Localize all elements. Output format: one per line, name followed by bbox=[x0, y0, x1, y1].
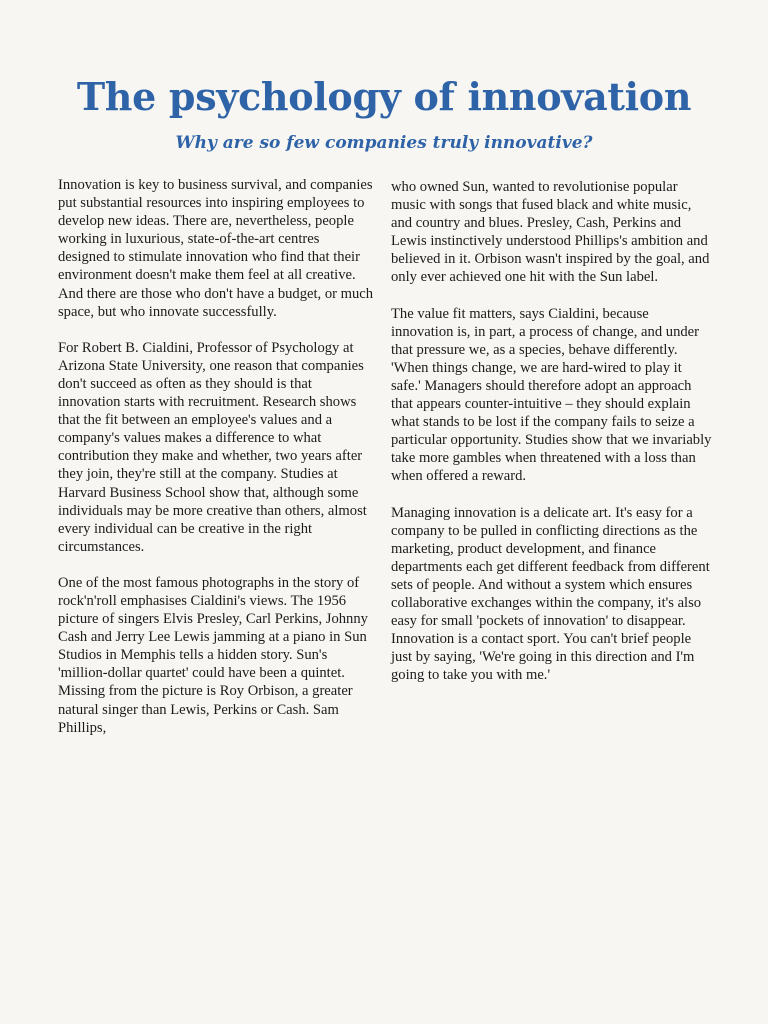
right-column bbox=[391, 176, 713, 702]
paragraph: Managing innovation is a delicate art. It's easy for a company to be pulled in conflicting directions as the marketing, product development, and finance departments each get different feedback from different sets of people. And without a system which ensures collaborative exchanges within the company, it's also easy for small 'pockets of innovation' to disappear. Innovation is a contact sport. You can't brief people just by saying, 'We're going in this direction and I'm going to take you with me.' bbox=[391, 504, 710, 684]
left-column bbox=[58, 176, 374, 755]
paragraph: who owned Sun, wanted to revolutionise popular music with songs that fused black and white music, and country and blues. Presley, Cash, Perkins and Lewis instinctively understood Phillips's ambition and believed in it. Orbison wasn't inspired by the goal, and only ever achieved one hit with the Sun label. bbox=[391, 179, 710, 286]
paragraph: One of the most famous photographs in the story of rock'n'roll emphasises Cialdini's views. The 1956 picture of singers Elvis Presley, Carl Perkins, Johnny Cash and Jerry Lee Lewis jamming at a piano in Sun Studios in Memphis tells a hidden story. Sun's 'million-dollar quartet' could have been a quintet. Missing from the picture is Roy Orbison, a greater natural singer than Lewis, Perkins or Cash. Sam Phillips, bbox=[58, 574, 368, 736]
paragraph: For Robert B. Cialdini, Professor of Psychology at Arizona State University, one reason that companies don't succeed as often as they should is that innovation starts with recruitment. Research shows that the fit between an employee's values and a company's values makes a difference to what contribution they make and whether, two years after they join, they're still at the company. Studies at Harvard Business School show that, although some individuals may be more creative than others, almost every individual can be creative in the right circumstances. bbox=[58, 339, 367, 555]
article-title: The psychology of innovation bbox=[76, 74, 692, 119]
article-subtitle: Why are so few companies truly innovative? bbox=[175, 133, 593, 153]
paragraph: Innovation is key to business survival, and companies put substantial resources into inspiring employees to develop new ideas. There are, nevertheless, people working in luxurious, state-of-the-art centres designed to stimulate innovation who find that their environment doesn't make them feel at all creative. And there are those who don't have a budget, or much space, but who innovate successfully. bbox=[58, 177, 374, 320]
paragraph: The value fit matters, says Cialdini, because innovation is, in part, a process of change, and under that pressure we, as a species, behave differently. 'When things change, we are hard-wired to play it safe.' Managers should therefore adopt an approach that appears counter-intuitive – they should explain what stands to be lost if the company fails to seize a particular opportunity. Studies show that we invariably take more gambles when threatened with a loss than when offered a reward. bbox=[391, 305, 712, 485]
